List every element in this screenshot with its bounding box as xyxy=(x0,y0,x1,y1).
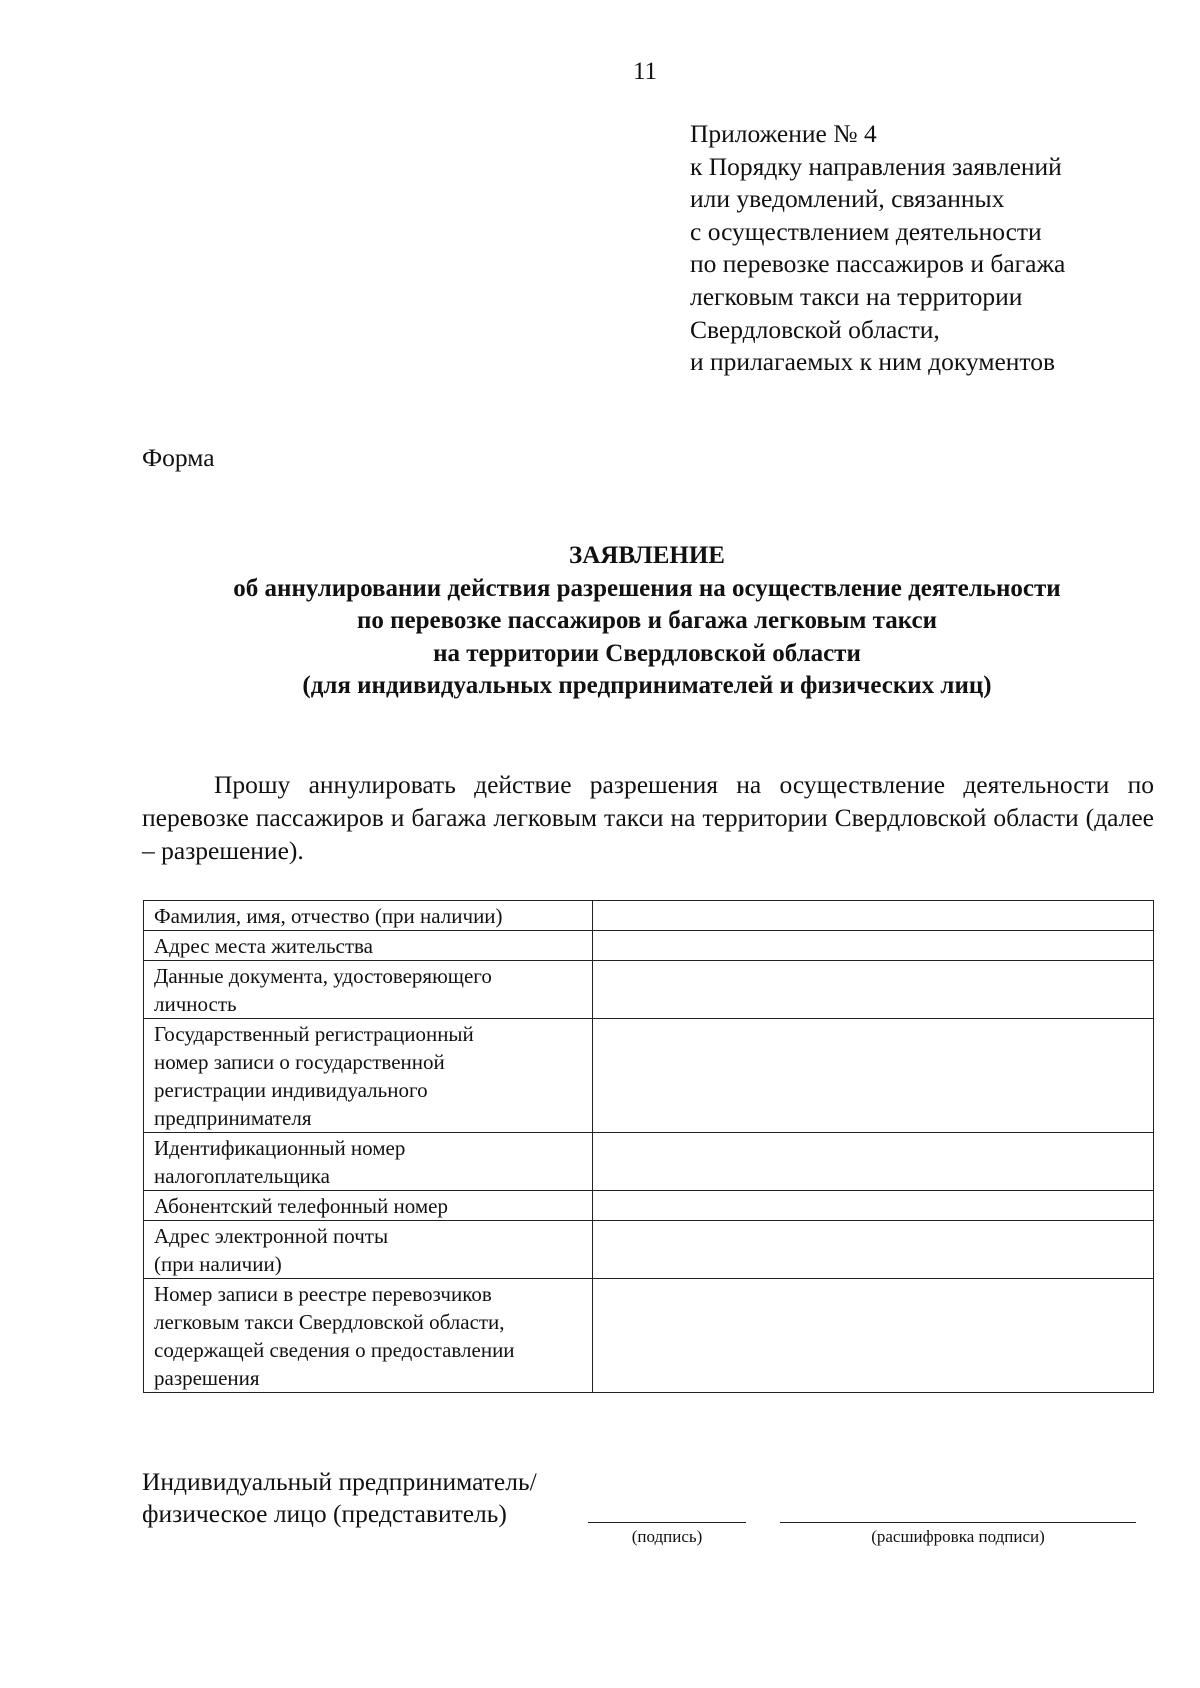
title-line: по перевозке пассажиров и багажа легковым такси xyxy=(356,607,938,634)
table-row xyxy=(144,1191,1154,1221)
request-paragraph: Прошу аннулировать действие разрешения на осуществление деятельности по перевозке пассажиров и багажа легковым такси на территории Свердловской области (далее – разрешение). xyxy=(142,770,1154,865)
signatory-line: физическое лицо (представитель) xyxy=(142,1499,507,1528)
table-row xyxy=(144,1221,1154,1279)
field-value-cell[interactable] xyxy=(593,1191,1154,1221)
signature-decode-hint: (расшифровка подписи) xyxy=(871,1527,1045,1546)
appendix-line: легковым такси на территории xyxy=(690,281,1023,311)
field-label-cell xyxy=(144,1191,593,1221)
appendix-line: к Порядку направления заявлений xyxy=(690,151,1062,181)
field-label-cell xyxy=(144,1279,593,1393)
title-line: на территории Свердловской области xyxy=(433,639,861,667)
field-label-cell xyxy=(144,1221,593,1279)
table-row xyxy=(144,931,1154,961)
field-label: Фамилия, имя, отчество (при наличии) xyxy=(154,904,503,928)
signature-hint: (подпись) xyxy=(631,1527,703,1546)
page-number: 11 xyxy=(632,58,658,85)
table-row xyxy=(144,1133,1154,1191)
field-label-cell xyxy=(144,1019,593,1133)
appendix-line: и прилагаемых к ним документов xyxy=(690,347,1056,377)
signature-field[interactable] xyxy=(588,1522,746,1523)
field-value-cell[interactable] xyxy=(593,1019,1154,1133)
field-label: Данные документа, удостоверяющего личность xyxy=(154,964,492,1016)
field-value-cell[interactable] xyxy=(593,901,1154,931)
form-label: Форма xyxy=(142,443,215,472)
table-row xyxy=(144,1019,1154,1133)
title-line: (для индивидуальных предпринимателей и физических лиц) xyxy=(302,672,992,699)
table-row xyxy=(144,1279,1154,1393)
field-label: Адрес электронной почты (при наличии) xyxy=(154,1224,389,1276)
appendix-line: Свердловской области, xyxy=(690,314,940,344)
applicant-fields-table xyxy=(143,900,1154,1393)
field-label: Государственный регистрационный номер записи о государственной регистрации индивидуального предпринимателя xyxy=(154,1022,474,1130)
field-value-cell[interactable] xyxy=(593,1133,1154,1191)
title-heading: ЗАЯВЛЕНИЕ xyxy=(569,542,725,569)
field-value-cell[interactable] xyxy=(593,931,1154,961)
field-value-cell[interactable] xyxy=(593,1221,1154,1279)
title-line: об аннулировании действия разрешения на осуществление деятельности xyxy=(233,574,1061,602)
field-label-cell xyxy=(144,961,593,1019)
field-label-cell xyxy=(144,1133,593,1191)
field-label-cell xyxy=(144,931,593,961)
table-row xyxy=(144,901,1154,931)
signature-decode-field[interactable] xyxy=(780,1522,1136,1523)
appendix-line: или уведомлений, связанных xyxy=(690,184,1005,214)
appendix-line: с осуществлением деятельности xyxy=(690,216,1042,246)
appendix-reference xyxy=(690,118,1170,379)
field-label: Идентификационный номер налогоплательщика xyxy=(154,1136,406,1188)
document-title xyxy=(142,540,1152,703)
field-value-cell[interactable] xyxy=(593,1279,1154,1393)
table-row xyxy=(144,961,1154,1019)
field-label: Адрес места жительства xyxy=(154,934,373,958)
field-label: Номер записи в реестре перевозчиков легковым такси Свердловской области, содержащей сведения о предоставлении разрешения xyxy=(154,1282,515,1390)
field-label: Абонентский телефонный номер xyxy=(154,1194,448,1218)
signatory-line: Индивидуальный предприниматель/ xyxy=(142,1467,537,1496)
field-label-cell xyxy=(144,901,593,931)
appendix-line: по перевозке пассажиров и багажа xyxy=(690,249,1066,279)
field-value-cell[interactable] xyxy=(593,961,1154,1019)
signatory-caption xyxy=(142,1466,537,1530)
appendix-line: Приложение № 4 xyxy=(690,119,877,148)
